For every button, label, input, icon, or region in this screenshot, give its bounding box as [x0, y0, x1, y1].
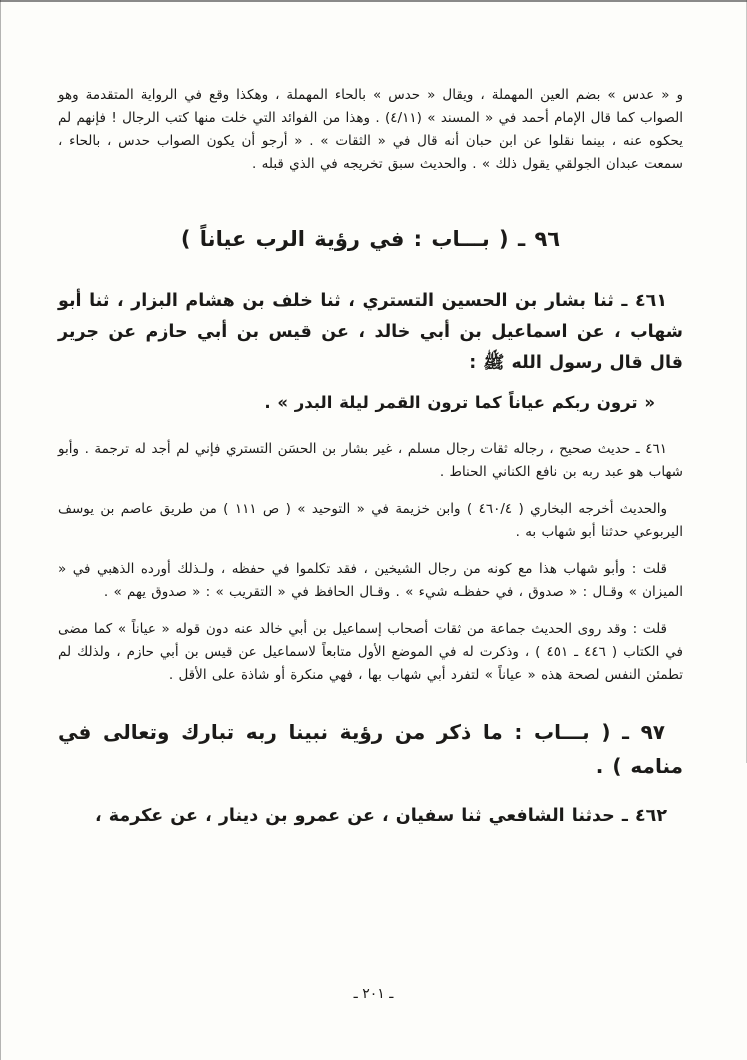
- scan-artifact-left-edge: [0, 0, 1, 1060]
- hadith-461-isnad: ٤٦١ ـ ثنا بشار بن الحسين التستري ، ثنا خلف بن هشام البزار ، ثنا أبو شهاب ، عن اسماعيل بن أبي خالد ، عن قيس بن أبي حازم عن جرير قال قال رسول الله ﷺ :: [58, 291, 683, 373]
- opening-note-paragraph: و « عدس » بضم العين المهملة ، ويقال « حدس » بالحاء المهملة ، وهكذا وقع في الرواية المتقدمة وهو الصواب كما قال الإمام أحمد في « المسند » (٤/١١) . وهذا من الفوائد التي خلت منها كتب الرجال ! فإنهم لم يحكوه عنه ، بينما نقلوا عن ابن حبان أنه قال في « الثقات » . « أرجو أن يكون الصواب حدس ، بالحاء ، سمعت عبدان الجولقي يقول ذلك » . والحديث سبق تخريجه في الذي قبله .: [58, 87, 683, 172]
- takhrij-461-sources: والحديث أخرجه البخاري ( ٤٦٠/٤ ) وابن خزيمة في « التوحيد » ( ص ١١١ ) من طريق عاصم بن يوسف اليربوعي حدثنا أبو شهاب به .: [58, 501, 683, 540]
- takhrij-461-grading: ٤٦١ ـ حديث صحيح ، رجاله ثقات رجال مسلم ، غير بشار بن الحسَن التستري فإني لم أجد له ترجمة . وأبو شهاب هو عبد ربه بن نافع الكناني الحناط .: [58, 441, 683, 480]
- page-body: [58, 84, 683, 832]
- page-number: ـ ٢٠١ ـ: [353, 986, 394, 1002]
- takhrij-461-abu-shihab-note: قلت : وأبو شهاب هذا مع كونه من رجال الشيخين ، فقد تكلموا في حفظه ، ولـذلك أورده الذهبي في « الميزان » وقـال : « صدوق ، في حفظـه شيء » . وقـال الحافظ في « التقريب » : « صدوق يهم » .: [58, 561, 683, 600]
- chapter-96-heading: ٩٦ ـ ( بـــاب : في رؤية الرب عياناً ): [180, 227, 561, 251]
- takhrij-461-conclusion: قلت : وقد روى الحديث جماعة من ثقات أصحاب إسماعيل بن أبي خالد عنه دون قوله « عياناً » كما مضى في الكتاب ( ٤٤٦ ـ ٤٥١ ) ، وذكرت له في الموضع الأول متابعاً لاسماعيل عن قيس بن أبي حازم ، ولذلك لم تطمئن النفس لصحة هذه « عياناً » لتفرد أبي شهاب بها ، فهي منكرة أو شاذة على الأقل .: [58, 621, 684, 683]
- scan-artifact-top-edge: [0, 0, 747, 2]
- chapter-97-heading: ٩٧ ـ ( بـــاب : ما ذكر من رؤية نبينا ربه تبارك وتعالى في منامه ) .: [58, 720, 683, 778]
- hadith-462-isnad: ٤٦٢ ـ حدثنا الشافعي ثنا سفيان ، عن عمرو بن دينار ، عن عكرمة ،: [95, 806, 667, 826]
- hadith-461-matn: « ترون ربكم عياناً كما ترون القمر ليلة البدر » .: [264, 393, 655, 412]
